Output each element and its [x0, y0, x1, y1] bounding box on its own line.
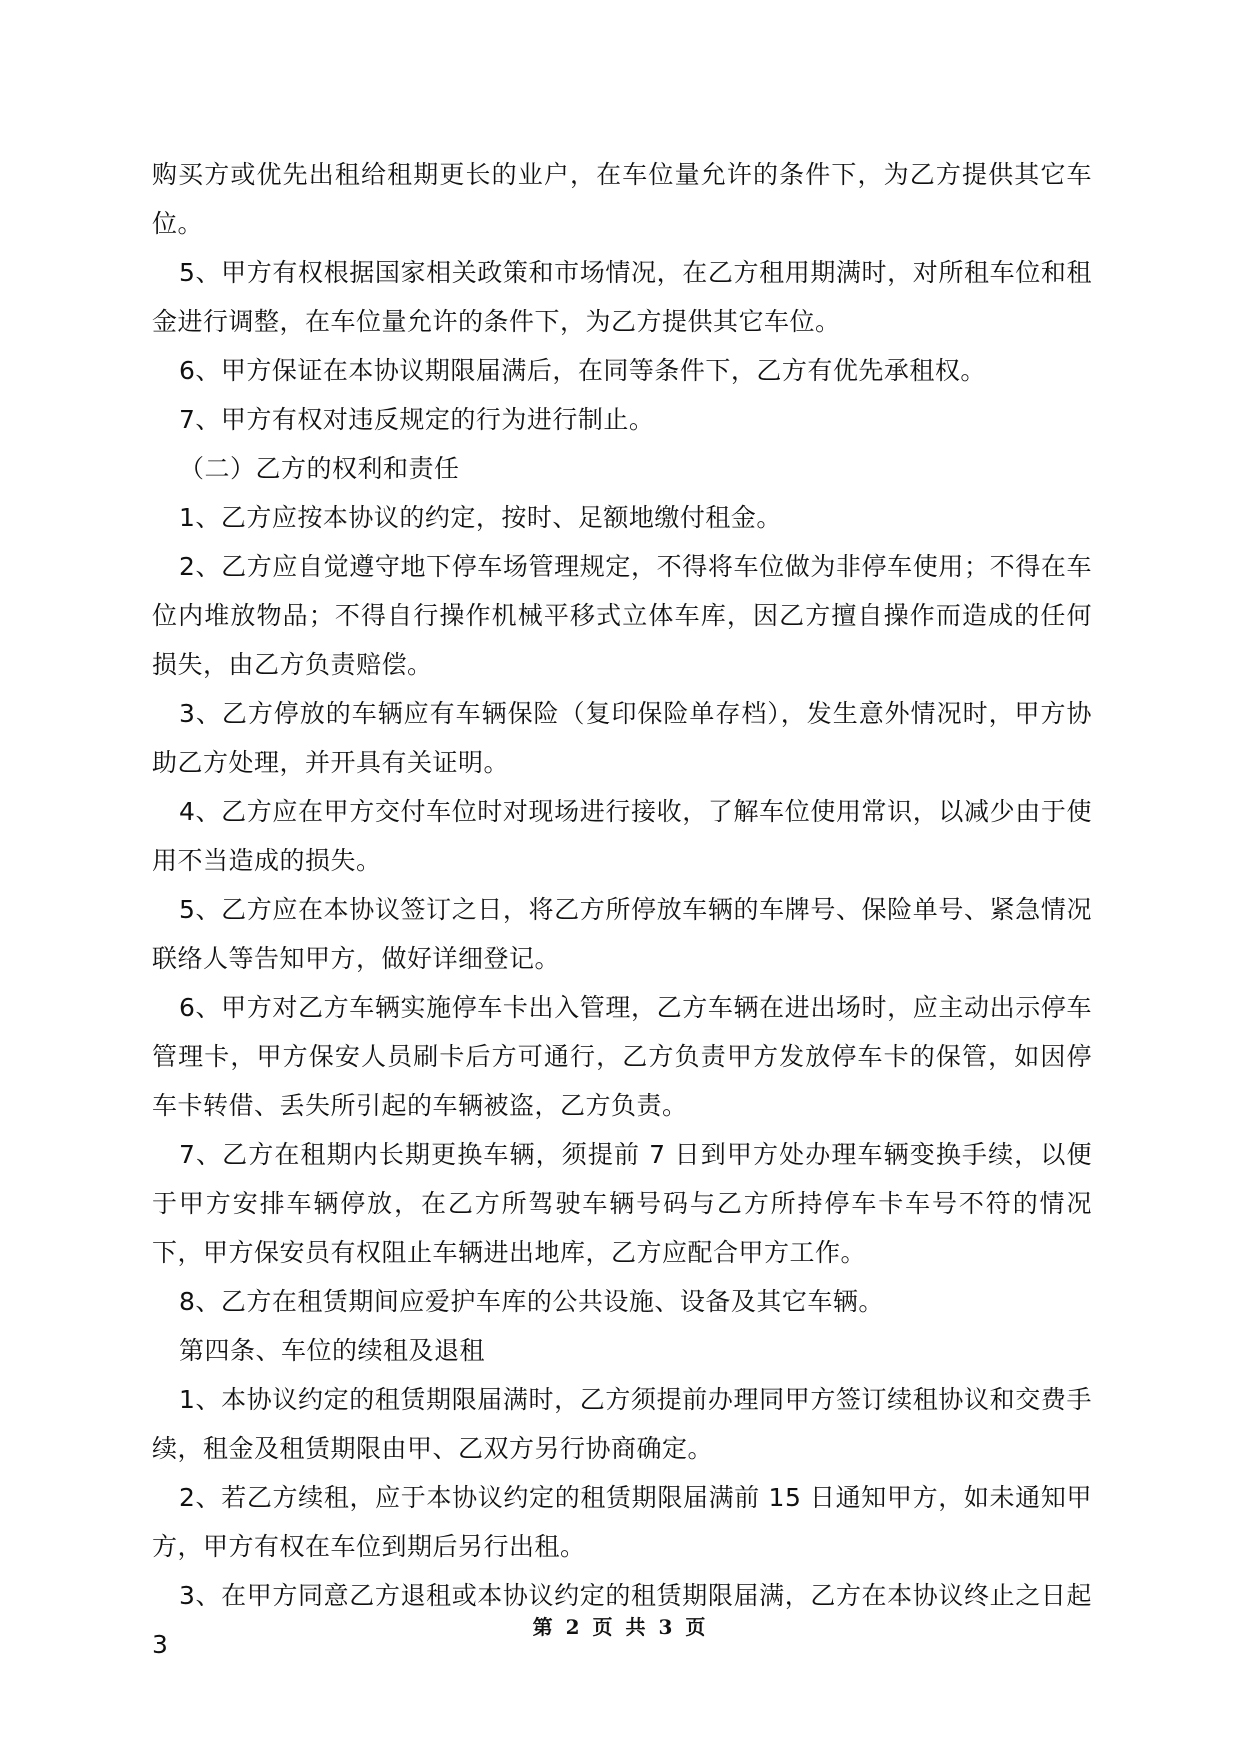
paragraph-item-2-renewal: 2、若乙方续租，应于本协议约定的租赁期限届满前 15 日通知甲方，如未通知甲方，甲方有权在车位到期后另行出租。: [152, 1483, 1092, 1561]
paragraph-item-5-party-b: 5、乙方应在本协议签订之日，将乙方所停放车辆的车牌号、保险单号、紧急情况联络人等告知甲方，做好详细登记。: [152, 895, 1092, 973]
section-heading-article-4: 第四条、车位的续租及退租: [179, 1336, 486, 1365]
paragraph-item-3-party-b: 3、乙方停放的车辆应有车辆保险（复印保险单存档），发生意外情况时，甲方协助乙方处理，并开具有关证明。: [152, 699, 1092, 777]
paragraph-item-6-party-b: 6、甲方对乙方车辆实施停车卡出入管理，乙方车辆在进出场时，应主动出示停车管理卡，甲方保安人员刷卡后方可通行，乙方负责甲方发放停车卡的保管，如因停车卡转借、丢失所引起的车辆被盗，乙方负责。: [152, 993, 1092, 1120]
paragraph-item-5-party-a: 5、甲方有权根据国家相关政策和市场情况，在乙方租用期满时，对所租车位和租金进行调整，在车位量允许的条件下，为乙方提供其它车位。: [152, 258, 1092, 336]
paragraph-item-1-renewal: 1、本协议约定的租赁期限届满时，乙方须提前办理同甲方签订续租协议和交费手续，租金及租赁期限由甲、乙双方另行协商确定。: [152, 1385, 1092, 1463]
paragraph-item-8-party-b: 8、乙方在租赁期间应爱护车库的公共设施、设备及其它车辆。: [179, 1287, 884, 1316]
section-heading-party-b-rights: （二）乙方的权利和责任: [179, 454, 460, 483]
paragraph-item-2-party-b: 2、乙方应自觉遵守地下停车场管理规定，不得将车位做为非停车使用；不得在车位内堆放物品；不得自行操作机械平移式立体车库，因乙方擅自操作而造成的任何损失，由乙方负责赔偿。: [152, 552, 1092, 679]
paragraph-item-4-party-b: 4、乙方应在甲方交付车位时对现场进行接收，了解车位使用常识，以减少由于使用不当造成的损失。: [152, 797, 1092, 875]
paragraph-item-7-party-b: 7、乙方在租期内长期更换车辆，须提前 7 日到甲方处办理车辆变换手续，以便于甲方安排车辆停放，在乙方所驾驶车辆号码与乙方所持停车卡车号不符的情况下，甲方保安员有权阻止车辆进出地库，乙方应配合甲方工作。: [152, 1140, 1092, 1267]
paragraph-item-1-party-b: 1、乙方应按本协议的约定，按时、足额地缴付租金。: [179, 503, 782, 532]
paragraph-item-7-party-a: 7、甲方有权对违反规定的行为进行制止。: [179, 405, 655, 434]
paragraph-item-3-renewal: 3、在甲方同意乙方退租或本协议约定的租赁期限届满，乙方在本协议终止之日起 3: [152, 1581, 1092, 1659]
paragraph-continuation: 购买方或优先出租给租期更长的业户，在车位量允许的条件下，为乙方提供其它车位。: [152, 160, 1092, 238]
paragraph-item-6-party-a: 6、甲方保证在本协议期限届满后，在同等条件下，乙方有优先承租权。: [179, 356, 986, 385]
page-number-footer: 第 2 页 共 3 页: [532, 1615, 709, 1639]
document-body: [152, 150, 1092, 1669]
